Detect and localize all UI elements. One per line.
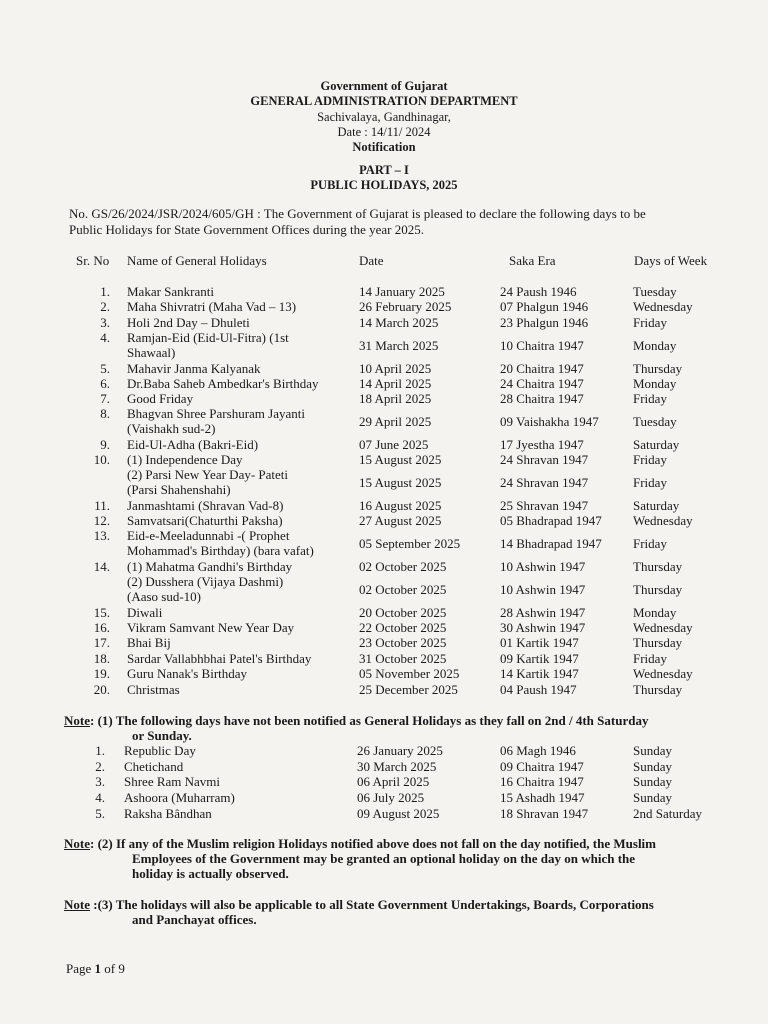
- holiday-saka: 24 Shravan 1947: [500, 452, 589, 467]
- weekend-date: 30 March 2025: [357, 759, 437, 774]
- holiday-name-line-1: Ramjan-Eid (Eid-Ul-Fitra) (1st: [127, 330, 289, 345]
- holiday-name-line-1: Bhai Bij: [127, 635, 171, 650]
- weekend-name: Chetichand: [124, 759, 184, 774]
- holiday-date: 25 December 2025: [359, 682, 458, 697]
- holiday-day: Tuesday: [633, 284, 677, 299]
- holiday-date: 27 August 2025: [359, 513, 442, 528]
- holiday-name-line-1: Diwali: [127, 605, 163, 620]
- weekend-name: Raksha Bândhan: [124, 806, 212, 821]
- holiday-saka: 09 Vaishakha 1947: [500, 414, 599, 429]
- holiday-saka: 10 Ashwin 1947: [500, 582, 586, 597]
- weekend-day: 2nd Saturday: [633, 806, 702, 821]
- holiday-day: Monday: [633, 605, 677, 620]
- holiday-saka: 04 Paush 1947: [500, 682, 577, 697]
- note-1-line-2: or Sunday.: [132, 728, 192, 743]
- holiday-date: 15 August 2025: [359, 475, 442, 490]
- table-row: [0, 376, 768, 391]
- table-row: [0, 605, 768, 620]
- holiday-saka: 10 Ashwin 1947: [500, 559, 586, 574]
- holiday-name: [127, 528, 352, 558]
- part-label: PART – I: [359, 163, 409, 177]
- holiday-name: [127, 605, 352, 620]
- holiday-saka: 09 Kartik 1947: [500, 651, 579, 666]
- weekend-saka: 09 Chaitra 1947: [500, 759, 584, 774]
- holiday-name-line-1: Sardar Vallabhbhai Patel's Birthday: [127, 651, 312, 666]
- column-header-saka: Saka Era: [509, 253, 556, 268]
- holiday-sr: 8.: [100, 406, 110, 421]
- holiday-day: Friday: [633, 475, 667, 490]
- table-row: [0, 437, 768, 452]
- holiday-day: Thursday: [633, 361, 683, 376]
- weekend-date: 06 July 2025: [357, 790, 425, 805]
- holiday-name-line-1: Bhagvan Shree Parshuram Jayanti: [127, 406, 305, 421]
- table-row: [0, 330, 768, 360]
- holiday-day: Friday: [633, 536, 667, 551]
- holiday-saka: 28 Chaitra 1947: [500, 391, 584, 406]
- holiday-day: Friday: [633, 315, 667, 330]
- table-row: [0, 361, 768, 376]
- note-2-line-2: Employees of the Government may be granted an optional holiday on the day on which the: [132, 851, 636, 866]
- holiday-saka: 24 Paush 1946: [500, 284, 577, 299]
- holiday-name: [127, 330, 352, 360]
- holiday-name-line-2: (Vaishakh sud-2): [127, 421, 216, 436]
- holiday-saka: 24 Chaitra 1947: [500, 376, 584, 391]
- address-line: Sachivalaya, Gandhinagar,: [317, 110, 451, 124]
- weekend-day: Sunday: [633, 743, 672, 758]
- holiday-saka: 10 Chaitra 1947: [500, 338, 584, 353]
- holiday-name: [127, 467, 352, 497]
- page-footer: [66, 961, 125, 977]
- weekend-date: 26 January 2025: [357, 743, 443, 758]
- holiday-saka: 25 Shravan 1947: [500, 498, 589, 513]
- holiday-saka: 14 Kartik 1947: [500, 666, 579, 681]
- holiday-day: Monday: [633, 338, 677, 353]
- table-row: [0, 467, 768, 497]
- holiday-date: 15 August 2025: [359, 452, 442, 467]
- weekend-sr: 1.: [95, 743, 105, 758]
- holiday-sr: 19.: [93, 666, 110, 681]
- note-2: [64, 836, 734, 881]
- holiday-sr: 16.: [93, 620, 110, 635]
- holiday-name-line-1: (2) Parsi New Year Day- Pateti: [127, 467, 289, 482]
- column-header-day: Days of Week: [634, 253, 708, 268]
- holiday-sr: 5.: [100, 361, 110, 376]
- table-row: [0, 315, 768, 330]
- holiday-name: [127, 376, 352, 391]
- note-2-line-3: holiday is actually observed.: [132, 866, 289, 881]
- holiday-name: [127, 315, 352, 330]
- weekend-name: Shree Ram Navmi: [124, 774, 221, 789]
- note-3-line-2: and Panchayat offices.: [132, 912, 257, 927]
- holiday-name: [127, 299, 352, 314]
- holiday-name: [127, 513, 352, 528]
- holiday-day: Friday: [633, 391, 667, 406]
- holiday-day: Friday: [633, 452, 667, 467]
- note-2-label: Note: [64, 836, 90, 851]
- column-header-date: Date: [359, 253, 384, 268]
- weekend-sr: 4.: [95, 790, 105, 805]
- weekend-day: Sunday: [633, 759, 672, 774]
- holiday-date: 07 June 2025: [359, 437, 429, 452]
- holiday-date: 14 April 2025: [359, 376, 432, 391]
- holiday-day: Tuesday: [633, 414, 677, 429]
- holiday-date: 16 August 2025: [359, 498, 442, 513]
- table-row: [0, 284, 768, 299]
- holiday-sr: 3.: [100, 315, 110, 330]
- weekend-saka: 18 Shravan 1947: [500, 806, 589, 821]
- holiday-day: Wednesday: [633, 620, 693, 635]
- table-row: [0, 620, 768, 635]
- holiday-name-line-1: Christmas: [127, 682, 180, 697]
- page-word: Page: [66, 961, 92, 976]
- holiday-name-line-2: (Aaso sud-10): [127, 589, 202, 604]
- holiday-day: Thursday: [633, 582, 683, 597]
- holiday-day: Saturday: [633, 498, 680, 513]
- notification-date: Date : 14/11/ 2024: [337, 125, 431, 139]
- note-3: [64, 897, 734, 927]
- table-row: [0, 391, 768, 406]
- holiday-saka: 30 Ashwin 1947: [500, 620, 586, 635]
- holiday-name: [127, 498, 352, 513]
- holiday-date: 31 March 2025: [359, 338, 439, 353]
- note-3-line-1: :(3) The holidays will also be applicable to all State Government Undertakings, Boards, Corporations: [90, 897, 654, 912]
- weekend-sr: 2.: [95, 759, 105, 774]
- holiday-day: Thursday: [633, 559, 683, 574]
- holiday-name-line-1: Maha Shivratri (Maha Vad – 13): [127, 299, 297, 314]
- holiday-date: 05 November 2025: [359, 666, 460, 681]
- holiday-name-line-1: (1) Mahatma Gandhi's Birthday: [127, 559, 293, 574]
- holiday-day: Thursday: [633, 635, 683, 650]
- table-row: [0, 651, 768, 666]
- weekend-date: 09 August 2025: [357, 806, 440, 821]
- table-row: [0, 682, 768, 697]
- holiday-saka: 01 Kartik 1947: [500, 635, 579, 650]
- holiday-name: [127, 651, 352, 666]
- note-2-line-1: : (2) If any of the Muslim religion Holidays notified above does not fall on the day notified, the Muslim: [90, 836, 656, 851]
- table-row: [0, 406, 768, 436]
- department-heading: GENERAL ADMINISTRATION DEPARTMENT: [250, 94, 518, 108]
- holiday-sr: 14.: [93, 559, 110, 574]
- holiday-saka: 05 Bhadrapad 1947: [500, 513, 602, 528]
- holiday-day: Monday: [633, 376, 677, 391]
- holiday-sr: 12.: [93, 513, 110, 528]
- holiday-name-line-1: Holi 2nd Day – Dhuleti: [127, 315, 250, 330]
- holiday-name-line-1: Eid-e-Meeladunnabi -( Prophet: [127, 528, 290, 543]
- holiday-name-line-1: (1) Independence Day: [127, 452, 243, 467]
- holiday-name-line-1: (2) Dusshera (Vijaya Dashmi): [127, 574, 284, 589]
- holiday-name: [127, 406, 352, 436]
- holiday-name: [127, 361, 352, 376]
- table-row: [0, 513, 768, 528]
- holiday-name-line-1: Dr.Baba Saheb Ambedkar's Birthday: [127, 376, 319, 391]
- holiday-date: 29 April 2025: [359, 414, 432, 429]
- holiday-date: 18 April 2025: [359, 391, 432, 406]
- holiday-day: Friday: [633, 651, 667, 666]
- holiday-date: 14 January 2025: [359, 284, 445, 299]
- holiday-name-line-2: Mohammad's Birthday) (bara vafat): [127, 543, 314, 558]
- intro-line-1: No. GS/26/2024/JSR/2024/605/GH : The Government of Gujarat is pleased to declare the following days to be: [69, 206, 646, 221]
- holiday-name: [127, 666, 352, 681]
- holiday-name: [127, 452, 352, 467]
- of-word: of: [104, 961, 116, 976]
- holiday-date: 22 October 2025: [359, 620, 447, 635]
- table-row: [0, 528, 768, 558]
- weekend-day: Sunday: [633, 790, 672, 805]
- holiday-date: 26 February 2025: [359, 299, 452, 314]
- holiday-date: 31 October 2025: [359, 651, 447, 666]
- holiday-name: [127, 284, 352, 299]
- holiday-name: [127, 437, 352, 452]
- holiday-name-line-1: Mahavir Janma Kalyanak: [127, 361, 261, 376]
- holiday-saka: 17 Jyestha 1947: [500, 437, 584, 452]
- table-row: [0, 635, 768, 650]
- page-number: 1: [94, 961, 102, 976]
- holiday-name: [127, 391, 352, 406]
- holiday-date: 10 April 2025: [359, 361, 432, 376]
- column-header-sr: Sr. No: [76, 253, 110, 268]
- holiday-sr: 2.: [100, 299, 110, 314]
- holiday-sr: 6.: [100, 376, 110, 391]
- holiday-sr: 1.: [100, 284, 110, 299]
- holiday-name-line-1: Samvatsari(Chaturthi Paksha): [127, 513, 283, 528]
- weekend-name: Republic Day: [124, 743, 196, 758]
- holiday-saka: 20 Chaitra 1947: [500, 361, 584, 376]
- weekend-date: 06 April 2025: [357, 774, 430, 789]
- holiday-name-line-1: Makar Sankranti: [127, 284, 215, 299]
- holiday-day: Wednesday: [633, 513, 693, 528]
- notification-label: Notification: [352, 140, 416, 154]
- government-heading: Government of Gujarat: [320, 79, 448, 93]
- holiday-saka: 14 Bhadrapad 1947: [500, 536, 602, 551]
- weekend-saka: 15 Ashadh 1947: [500, 790, 585, 805]
- holiday-date: 20 October 2025: [359, 605, 447, 620]
- holiday-sr: 20.: [93, 682, 110, 697]
- weekend-saka: 16 Chaitra 1947: [500, 774, 584, 789]
- column-header-name: Name of General Holidays: [127, 253, 267, 268]
- holiday-day: Saturday: [633, 437, 680, 452]
- holiday-sr: 10.: [93, 452, 110, 467]
- holiday-sr: 4.: [100, 330, 110, 345]
- holiday-date: 23 October 2025: [359, 635, 447, 650]
- holiday-day: Wednesday: [633, 666, 693, 681]
- holiday-date: 02 October 2025: [359, 559, 447, 574]
- holiday-name-line-1: Good Friday: [127, 391, 194, 406]
- holiday-sr: 15.: [93, 605, 110, 620]
- holiday-name: [127, 682, 352, 697]
- weekend-saka: 06 Magh 1946: [500, 743, 576, 758]
- holiday-saka: 07 Phalgun 1946: [500, 299, 589, 314]
- holiday-name: [127, 635, 352, 650]
- document-title: PUBLIC HOLIDAYS, 2025: [310, 178, 458, 192]
- note-1-line-1: : (1) The following days have not been notified as General Holidays as they fall on 2nd / 4th Saturday: [90, 713, 649, 728]
- note-1: [64, 713, 734, 743]
- holiday-name-line-1: Janmashtami (Shravan Vad-8): [127, 498, 284, 513]
- holiday-name: [127, 574, 352, 604]
- weekend-sr: 5.: [95, 806, 105, 821]
- holiday-sr: 9.: [100, 437, 110, 452]
- holiday-date: 02 October 2025: [359, 582, 447, 597]
- holiday-saka: 24 Shravan 1947: [500, 475, 589, 490]
- holiday-saka: 28 Ashwin 1947: [500, 605, 586, 620]
- table-row: [0, 299, 768, 314]
- holiday-sr: 17.: [93, 635, 110, 650]
- holiday-name-line-1: Vikram Samvant New Year Day: [127, 620, 295, 635]
- holiday-name: [127, 559, 352, 574]
- note-3-label: Note: [64, 897, 90, 912]
- table-row: [0, 452, 768, 467]
- note-1-label: Note: [64, 713, 90, 728]
- weekend-sr: 3.: [95, 774, 105, 789]
- weekend-name: Ashoora (Muharram): [124, 790, 235, 805]
- holiday-saka: 23 Phalgun 1946: [500, 315, 589, 330]
- holiday-name-line-1: Guru Nanak's Birthday: [127, 666, 248, 681]
- holiday-date: 14 March 2025: [359, 315, 439, 330]
- holiday-date: 05 September 2025: [359, 536, 461, 551]
- intro-line-2: Public Holidays for State Government Offices during the year 2025.: [69, 222, 425, 237]
- holiday-name-line-1: Eid-Ul-Adha (Bakri-Eid): [127, 437, 259, 452]
- holiday-sr: 18.: [93, 651, 110, 666]
- holiday-name-line-2: (Parsi Shahenshahi): [127, 482, 231, 497]
- holiday-sr: 11.: [94, 498, 110, 513]
- holiday-name: [127, 620, 352, 635]
- weekend-day: Sunday: [633, 774, 672, 789]
- holiday-sr: 13.: [93, 528, 110, 543]
- holiday-day: Thursday: [633, 682, 683, 697]
- table-row: [0, 559, 768, 574]
- holiday-day: Wednesday: [633, 299, 693, 314]
- table-row: [0, 666, 768, 681]
- table-row: [0, 498, 768, 513]
- holiday-sr: 7.: [100, 391, 110, 406]
- page-total: 9: [118, 961, 125, 976]
- table-row: [0, 574, 768, 604]
- intro-paragraph: [69, 206, 729, 238]
- holiday-name-line-2: Shawaal): [127, 345, 176, 360]
